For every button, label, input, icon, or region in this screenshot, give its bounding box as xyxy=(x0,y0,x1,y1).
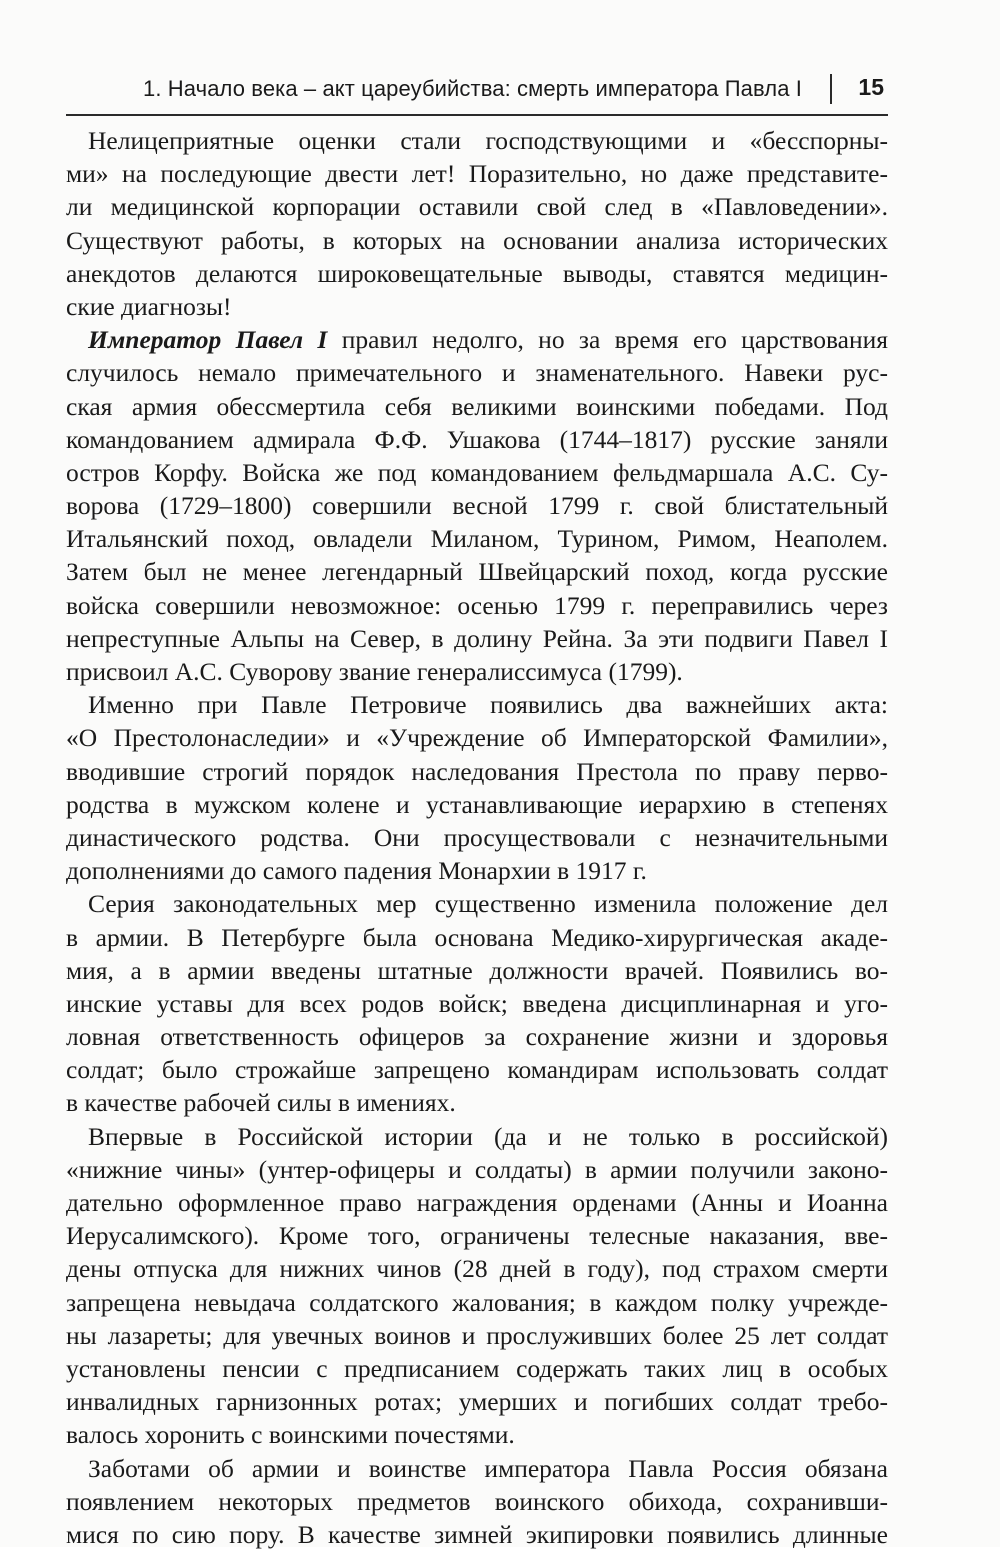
text-line: ли медицинской корпорации оставили свой след в «Павловедении». xyxy=(66,192,888,222)
body-text xyxy=(66,124,888,1551)
text-line-rest: правил недолго, но за время его царствования xyxy=(341,325,889,355)
text-line: запрещена невыдача солдатского жалования; в каждом полку учрежде- xyxy=(66,1287,888,1317)
running-head-separator xyxy=(830,74,832,104)
emperor-name-emphasis: Император Павел I xyxy=(88,325,328,355)
text-line: командованием адмирала Ф.Ф. Ушакова (1744–1817) русские заняли xyxy=(66,424,888,454)
text-line: Иерусалимского). Кроме того, ограничены телесные наказания, вве- xyxy=(66,1221,888,1251)
text-line: ская армия обессмертила себя великими воинскими победами. Под xyxy=(66,391,888,421)
text-line: Впервые в Российской истории (да и не только в российской) xyxy=(88,1121,888,1151)
text-line: «нижние чины» (унтер-офицеры и солдаты) в армии получили законо- xyxy=(66,1154,888,1184)
text-line: анекдотов делаются широковещательные выводы, ставятся медицин- xyxy=(66,258,888,288)
text-line: ские диагнозы! xyxy=(66,291,232,321)
text-line: солдат; было строжайше запрещено командирам использовать солдат xyxy=(66,1055,888,1085)
text-line: Итальянский поход, овладели Миланом, Турином, Римом, Неаполем. xyxy=(66,524,888,554)
running-head xyxy=(66,70,888,116)
text-line: установлены пенсии с предписанием содержать таких лиц в особых xyxy=(66,1353,888,1383)
text-line: ворова (1729–1800) совершили весной 1799 г. свой блистательный xyxy=(66,491,888,521)
text-line: «О Престолонаследии» и «Учреждение об Императорской Фамилии», xyxy=(66,723,888,753)
text-line: Затем был не менее легендарный Швейцарский поход, когда русские xyxy=(66,557,888,587)
text-line: присвоил А.С. Суворову звание генералиссимуса (1799). xyxy=(66,657,683,686)
text-line: ловная ответственность офицеров за сохранение жизни и здоровья xyxy=(66,1022,888,1052)
text-line: ми» на последующие двести лет! Поразительно, но даже представите- xyxy=(66,159,888,189)
page-number: 15 xyxy=(858,74,884,100)
text-line: появлением некоторых предметов воинского обихода, сохранивши- xyxy=(66,1486,888,1516)
text-line: дены отпуска для нижних чинов (28 дней в году), под страхом смерти xyxy=(66,1254,888,1284)
text-line: мия, а в армии введены штатные должности врачей. Появились во- xyxy=(66,955,888,985)
text-line-emphasis xyxy=(66,323,888,356)
text-line: династического родства. Они просуществовали с незначительными xyxy=(66,822,888,852)
text-line: Нелицеприятные оценки стали господствующими и «бесспорны- xyxy=(88,126,888,155)
text-line: в армии. В Петербурге была основана Медико-хирургическая акаде- xyxy=(66,922,888,952)
text-line: родства в мужском колене и устанавливающие иерархию в степенях xyxy=(66,789,888,819)
text-line: остров Корфу. Войска же под командованием фельдмаршала А.С. Су- xyxy=(66,457,888,487)
text-line: мися по сию пору. В качестве зимней экипировки появились длинные xyxy=(66,1519,888,1549)
text-line: Заботами об армии и воинстве императора Павла Россия обязана xyxy=(88,1453,888,1483)
text-line: валось хоронить с воинскими почестями. xyxy=(66,1420,515,1450)
text-line: дательно оформленное право награждения орденами (Анны и Иоанна xyxy=(66,1188,888,1217)
text-line: инвалидных гарнизонных ротах; умерших и погибших солдат требо- xyxy=(66,1387,888,1417)
text-line: Серия законодательных мер существенно изменила положение дел xyxy=(88,889,888,919)
text-line: вводившие строгий порядок наследования Престола по праву перво- xyxy=(66,756,888,786)
text-line: ны лазареты; для увечных воинов и прослуживших более 25 лет солдат xyxy=(66,1320,888,1350)
text-line: войска совершили невозможное: осенью 1799 г. переправились через xyxy=(66,590,888,620)
text-line: в качестве рабочей силы в имениях. xyxy=(66,1088,456,1118)
text-line: Существуют работы, в которых на основании анализа исторических xyxy=(66,225,888,255)
running-head-title: 1. Начало века – акт цареубийства: смерть императора Павла I xyxy=(143,76,802,101)
text-line: случилось немало примечательного и знаменательного. Навеки рус- xyxy=(66,358,888,388)
text-line: дополнениями до самого падения Монархии в 1917 г. xyxy=(66,856,647,886)
text-line: инские уставы для всех родов войск; введена дисциплинарная и уго- xyxy=(66,988,888,1018)
text-line: непреступные Альпы на Север, в долину Рейна. За эти подвиги Павел I xyxy=(66,623,888,653)
text-line: Именно при Павле Петровиче появились два важнейших акта: xyxy=(88,690,888,720)
